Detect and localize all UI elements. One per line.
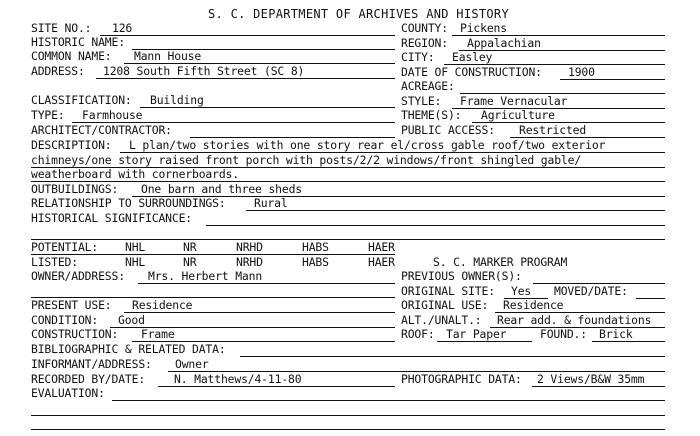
architect-label: ARCHITECT/CONTRACTOR: — [31, 123, 172, 137]
foundation-label: FOUND.: — [540, 327, 587, 341]
marker-program-title: S. C. MARKER PROGRAM — [433, 255, 568, 269]
roof-value: Tar Paper — [446, 327, 507, 341]
potential-line — [31, 254, 395, 255]
outbuildings-label: OUTBUILDINGS: — [31, 182, 119, 196]
address-label: ADDRESS: — [31, 64, 85, 78]
roof-label: ROOF: — [401, 327, 435, 341]
previous-owners-label: PREVIOUS OWNER(S): — [401, 269, 522, 283]
present-use-label: PRESENT USE: — [31, 298, 112, 312]
evaluation-label: EVALUATION: — [31, 386, 105, 400]
listed-nrhd: NRHD — [236, 255, 263, 269]
listed-nhl: NHL — [125, 255, 146, 269]
recorded-label: RECORDED BY/DATE: — [31, 372, 146, 386]
historic-name-label: HISTORIC NAME: — [31, 35, 125, 49]
alt-value: Rear add. & foundations — [497, 313, 652, 327]
evaluation-rule-2 — [31, 415, 665, 416]
listed-haer: HAER — [368, 255, 395, 269]
potential-nr: NR — [183, 240, 197, 254]
city-value: Easley — [452, 50, 493, 64]
original-site-value: Yes — [511, 284, 532, 298]
city-label: CITY: — [401, 50, 435, 64]
roof-line — [437, 341, 532, 342]
description-line-1: L plan/two stories with one story rear el/cross gable roof/two exterior — [129, 138, 606, 152]
recorded-line — [158, 386, 395, 387]
potential-habs: HABS — [302, 240, 329, 254]
listed-habs: HABS — [302, 255, 329, 269]
moved-date-label: MOVED/DATE: — [554, 284, 628, 298]
evaluation-rule-1 — [112, 400, 665, 401]
date-label: DATE OF CONSTRUCTION: — [401, 65, 542, 79]
original-use-label: ORIGINAL USE: — [401, 298, 489, 312]
owner-label: OWNER/ADDRESS: — [31, 269, 125, 283]
evaluation-rule-3 — [31, 429, 665, 430]
listed-nr: NR — [183, 255, 197, 269]
bibliographic-label: BIBLIOGRAPHIC & RELATED DATA: — [31, 342, 226, 356]
region-label: REGION: — [401, 36, 448, 50]
listed-label: LISTED: — [31, 255, 78, 269]
condition-value: Good — [118, 313, 145, 327]
photographic-line — [532, 386, 665, 387]
potential-label: POTENTIAL: — [31, 240, 99, 254]
address-value: 1208 South Fifth Street (SC 8) — [103, 64, 305, 78]
description-line-3: weatherboard with cornerboards. — [31, 167, 239, 181]
informant-label: INFORMANT/ADDRESS: — [31, 357, 152, 371]
bibliographic-line — [240, 356, 665, 357]
style-label: STYLE: — [401, 94, 442, 108]
description-line-2: chimneys/one story raised front porch with posts/2/2 windows/front shingled gable/ — [31, 153, 582, 167]
photographic-value: 2 Views/B&W 35mm — [537, 372, 645, 386]
informant-value: Owner — [175, 357, 209, 371]
construction-value: Frame — [141, 327, 175, 341]
significance-label: HISTORICAL SIGNIFICANCE: — [31, 211, 192, 225]
owner-value: Mrs. Herbert Mann — [148, 269, 263, 283]
county-label: COUNTY: — [401, 21, 448, 35]
site-no-label: SITE NO.: — [31, 21, 92, 35]
relationship-value: Rural — [254, 196, 288, 210]
date-line — [560, 79, 665, 80]
type-value: Farmhouse — [82, 108, 143, 122]
common-name-label: COMMON NAME: — [31, 49, 112, 63]
site-no-value: 126 — [112, 21, 133, 35]
type-label: TYPE: — [31, 108, 65, 122]
theme-value: Agriculture — [481, 108, 555, 122]
acreage-label: ACREAGE: — [401, 79, 455, 93]
alt-label: ALT./UNALT.: — [401, 313, 482, 327]
construction-label: CONSTRUCTION: — [31, 327, 119, 341]
condition-label: CONDITION: — [31, 313, 99, 327]
form-title: S. C. DEPARTMENT OF ARCHIVES AND HISTORY — [208, 7, 509, 21]
potential-nrhd: NRHD — [236, 240, 263, 254]
address-line — [96, 78, 395, 79]
photographic-label: PHOTOGRAPHIC DATA: — [401, 372, 522, 386]
relationship-label: RELATIONSHIP TO SURROUNDINGS: — [31, 196, 226, 210]
site-no-line — [100, 35, 395, 36]
classification-line — [140, 107, 395, 108]
relationship-line — [246, 210, 665, 211]
original-site-label: ORIGINAL SITE: — [401, 284, 495, 298]
owner-rule-1 — [138, 283, 395, 284]
original-use-value: Residence — [503, 298, 564, 312]
common-name-value: Mann House — [134, 49, 202, 63]
foundation-value: Brick — [599, 327, 633, 341]
foundation-line — [592, 341, 665, 342]
theme-label: THEME(S): — [401, 108, 462, 122]
classification-label: CLASSIFICATION: — [31, 93, 132, 107]
classification-value: Building — [150, 93, 204, 107]
outbuildings-value: One barn and three sheds — [141, 182, 302, 196]
potential-haer: HAER — [368, 240, 395, 254]
county-value: Pickens — [460, 21, 507, 35]
present-use-value: Residence — [132, 298, 193, 312]
description-label: DESCRIPTION: — [31, 138, 112, 152]
date-value: 1900 — [568, 65, 595, 79]
moved-date-line — [636, 298, 665, 299]
significance-rule-1 — [206, 225, 665, 226]
public-access-label: PUBLIC ACCESS: — [401, 123, 495, 137]
potential-nhl: NHL — [125, 240, 146, 254]
present-use-line — [124, 312, 395, 313]
description-rule-3 — [31, 181, 665, 182]
region-value: Appalachian — [467, 36, 541, 50]
recorded-value: N. Matthews/4-11-80 — [174, 372, 302, 386]
style-value: Frame Vernacular — [460, 94, 568, 108]
public-access-value: Restricted — [519, 123, 587, 137]
